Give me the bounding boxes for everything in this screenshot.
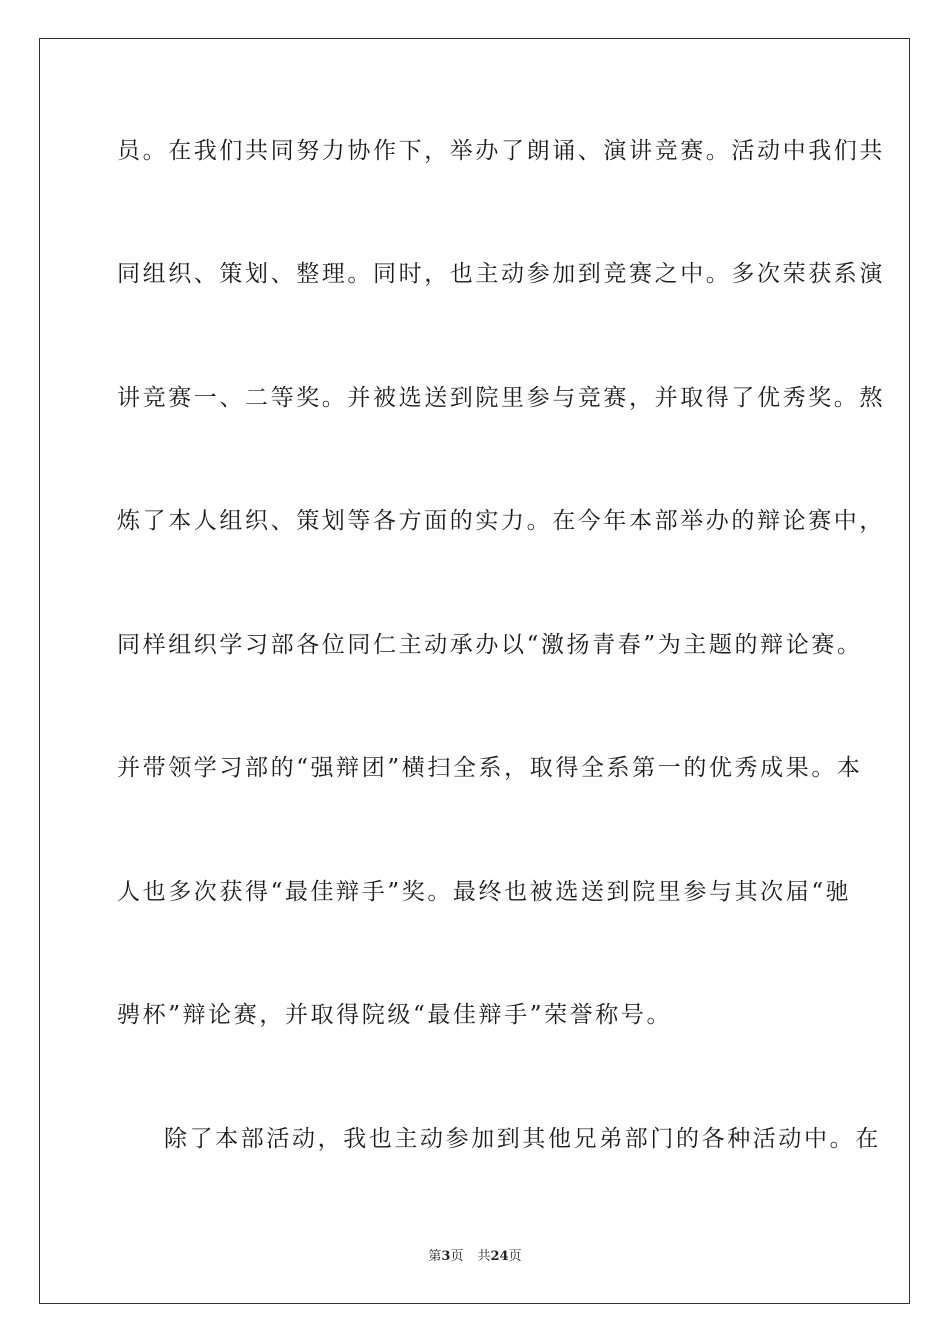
total-prefix: 共 <box>477 1249 491 1264</box>
text-line: 同样组织学习部各位同仁主动承办以“激扬青春”为主题的辩论赛。 <box>117 632 863 658</box>
page-border <box>39 38 910 1304</box>
text-line: 员。在我们共同努力协作下，举办了朗诵、演讲竞赛。活动中我们共 <box>117 138 885 164</box>
text-line: 同组织、策划、整理。同时，也主动参加到竞赛之中。多次荣获系演 <box>117 261 885 287</box>
page-prefix: 第 <box>428 1249 442 1264</box>
total-suffix: 页 <box>508 1249 522 1264</box>
page-suffix: 页 <box>450 1249 464 1264</box>
page-number: 3 <box>441 1249 451 1264</box>
paragraph-start-line: 除了本部活动，我也主动参加到其他兄弟部门的各种活动中。在 <box>164 1126 881 1152</box>
text-line: 讲竞赛一、二等奖。并被选送到院里参与竞赛，并取得了优秀奖。熬 <box>117 385 885 411</box>
text-line: 并带领学习部的“强辩团”横扫全系，取得全系第一的优秀成果。本 <box>117 755 863 781</box>
text-line: 人也多次获得“最佳辩手”奖。最终也被选送到院里参与其次届“驰 <box>117 879 852 905</box>
text-line: 炼了本人组织、策划等各方面的实力。在今年本部举办的辩论赛中， <box>117 508 885 534</box>
text-line: 骋杯”辩论赛，并取得院级“最佳辩手”荣誉称号。 <box>117 1002 673 1028</box>
page-footer <box>0 1248 950 1266</box>
total-pages: 24 <box>490 1249 509 1264</box>
